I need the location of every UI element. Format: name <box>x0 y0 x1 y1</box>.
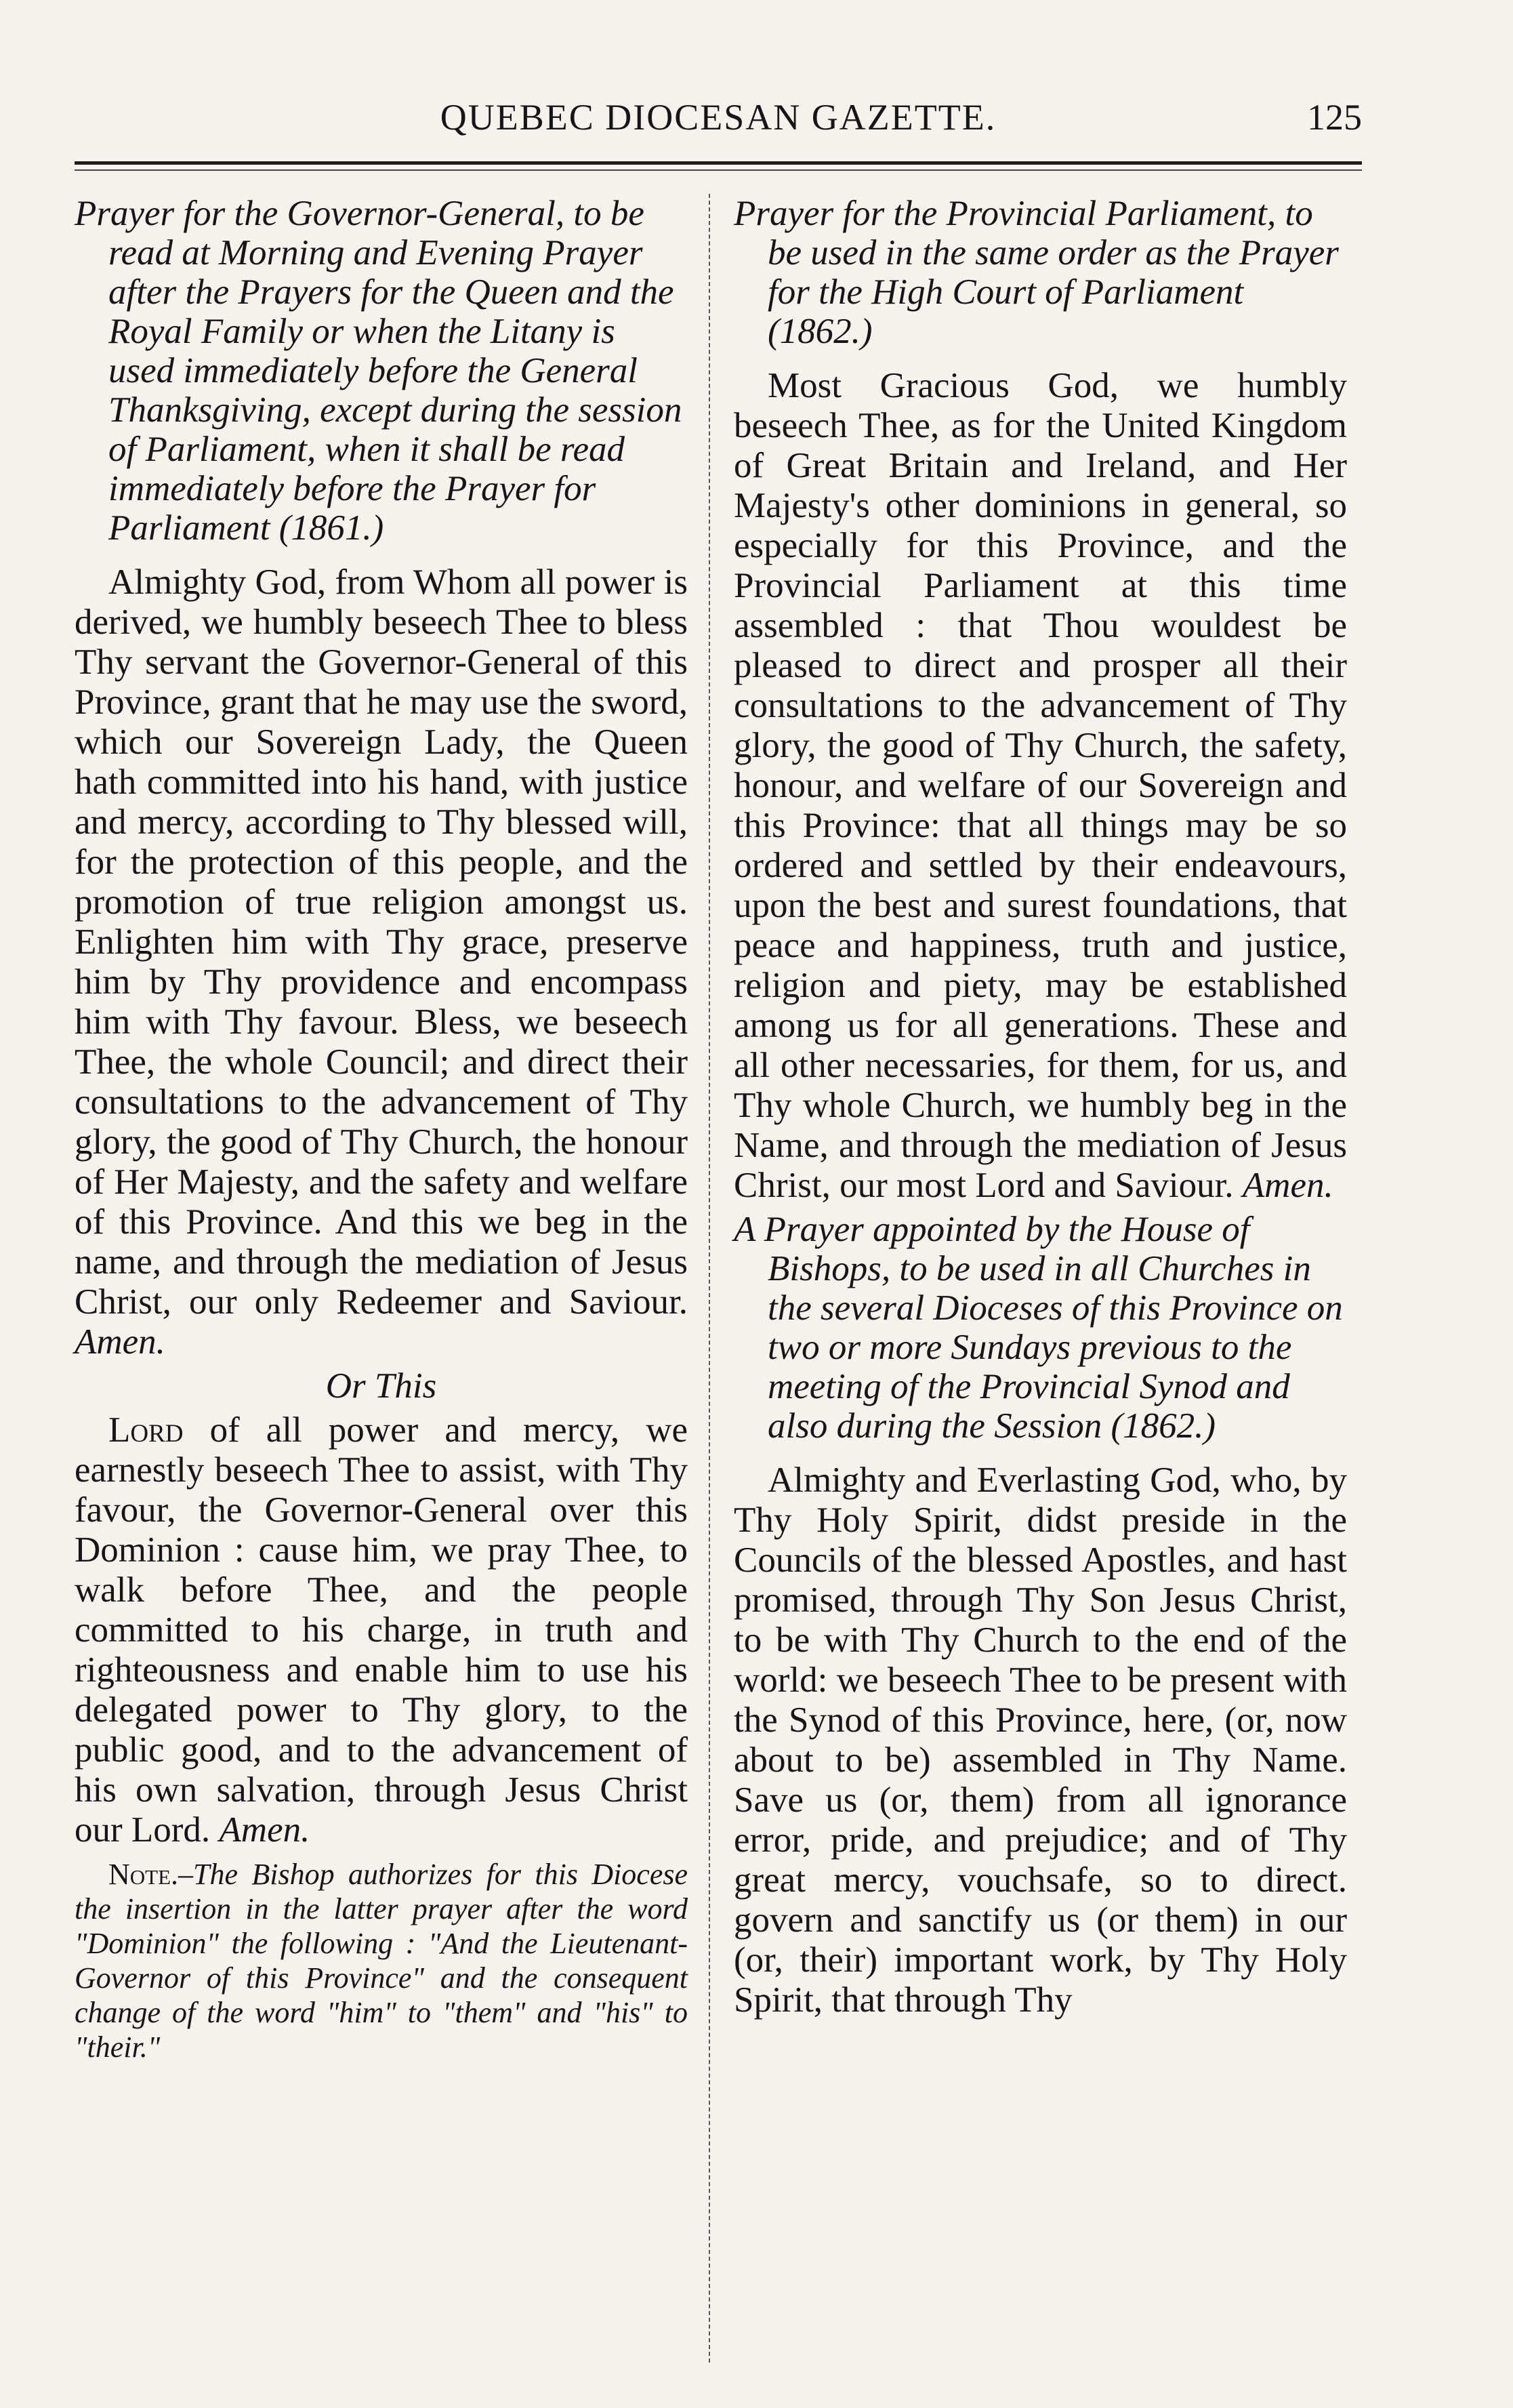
governor-general-prayer-heading: Prayer for the Governor-General, to be read at Morning and Evening Prayer after the Prayers for the Queen and the Royal Family or when the Litany is used immediately before the General Thanksgiving, except during the session of Parliament, when it shall be read immediately before the Prayer for Parliament (1861.) <box>75 194 682 548</box>
synod-prayer-text: Almighty and Everlasting God, who, by Thy Holy Spirit, didst preside in the Councils of the blessed Apostles, and hast promised, through Thy Son Jesus Christ, to be with Thy Church to the end of the world: we beseech Thee to be present with the Synod of this Province, here, (or, now about to be) assembled in Thy Name. Save us (or, them) from all ignorance error, pride, and prejudice; and of Thy great mercy, vouchsafe, so to direct. govern and sanctify us (or them) in our (or, their) important work, by Thy Holy Spirit, that through Thy <box>734 1461 1347 2020</box>
amen: Amen. <box>1242 1166 1333 1205</box>
header-rule <box>75 161 1362 165</box>
left-column <box>75 194 688 2094</box>
page-header <box>75 96 1362 150</box>
provincial-parliament-heading: Prayer for the Provincial Parliament, to be used in the same order as the Prayer for the High Court of Parliament (1862.) <box>734 194 1339 351</box>
running-title: QUEBEC DIOCESAN GAZETTE. <box>440 97 997 138</box>
right-column <box>734 194 1347 2024</box>
prayer-body: Almighty God, from Whom all power is derived, we humbly beseech Thee to bless Thy servant the Governor-General of this Province, grant that he may use the sword, which our Sovereign Lady, the Queen hath committed into his hand, with justice and mercy, according to Thy blessed will, for the protection of this people, and the promotion of true religion amongst us. Enlighten him with Thy grace, preserve him by Thy providence and encompass him with Thy favour. Bless, we beseech Thee, the whole Council; and direct their consultations to the advancement of Thy glory, the good of Thy Church, the honour of Her Majesty, and the safety and welfare of this Province. And this we beg in the name, and through the mediation of Jesus Christ, our only Redeemer and Saviour. <box>75 563 688 1322</box>
prayer-body: of all power and mercy, we earnestly beseech Thee to assist, with Thy favour, the Governor-General over this Dominion : cause him, we pray Thee, to walk before Thee, and the people committed to his charge, in truth and righteousness and enable him to use his delegated power to Thy glory, to the public good, and to the advancement of his own salvation, through Jesus Christ our Lord. <box>75 1410 688 1850</box>
amen: Amen. <box>75 1322 165 1362</box>
or-this-heading: Or This <box>325 1366 437 1406</box>
note-label: Note. <box>108 1858 179 1891</box>
drop-word: Lord <box>108 1410 184 1450</box>
page-number: 125 <box>1307 97 1362 138</box>
provincial-parliament-prayer-text <box>734 366 1347 1206</box>
synod-prayer-heading: A Prayer appointed by the House of Bishops, to be used in all Churches in the several Dioceses of this Province on two or more Sundays previous to the meeting of the Provincial Synod and also during the Session (1862.) <box>734 1210 1343 1446</box>
amen: Amen. <box>219 1810 310 1850</box>
header-rule-thin <box>75 169 1362 171</box>
alternate-prayer-text <box>75 1410 688 1850</box>
bishop-note <box>75 1857 688 2064</box>
note-text: –The Bishop authorizes for this Diocese the insertion in the latter prayer after the word "Dominion" the following : "And the Lieutenant-Governor of this Province" and the consequent change of the word "him" to "them" and "his" to "their." <box>75 1858 688 2064</box>
governor-general-prayer-text <box>75 563 688 1362</box>
prayer-body: Most Gracious God, we humbly beseech Thee, as for the United Kingdom of Great Britain and Ireland, and Her Majesty's other dominions in general, so especially for this Province, and the Provincial Parliament at this time assembled : that Thou wouldest be pleased to direct and prosper all their consultations to the advancement of Thy glory, the good of Thy Church, the safety, honour, and welfare of our Sovereign and this Province: that all things may be so ordered and settled by their endeavours, upon the best and surest foundations, that peace and happiness, truth and justice, religion and piety, may be established among us for all generations. These and all other necessaries, for them, for us, and Thy whole Church, we humbly beg in the Name, and through the mediation of Jesus Christ, our most Lord and Saviour. <box>734 366 1347 1205</box>
column-divider <box>709 194 710 2363</box>
